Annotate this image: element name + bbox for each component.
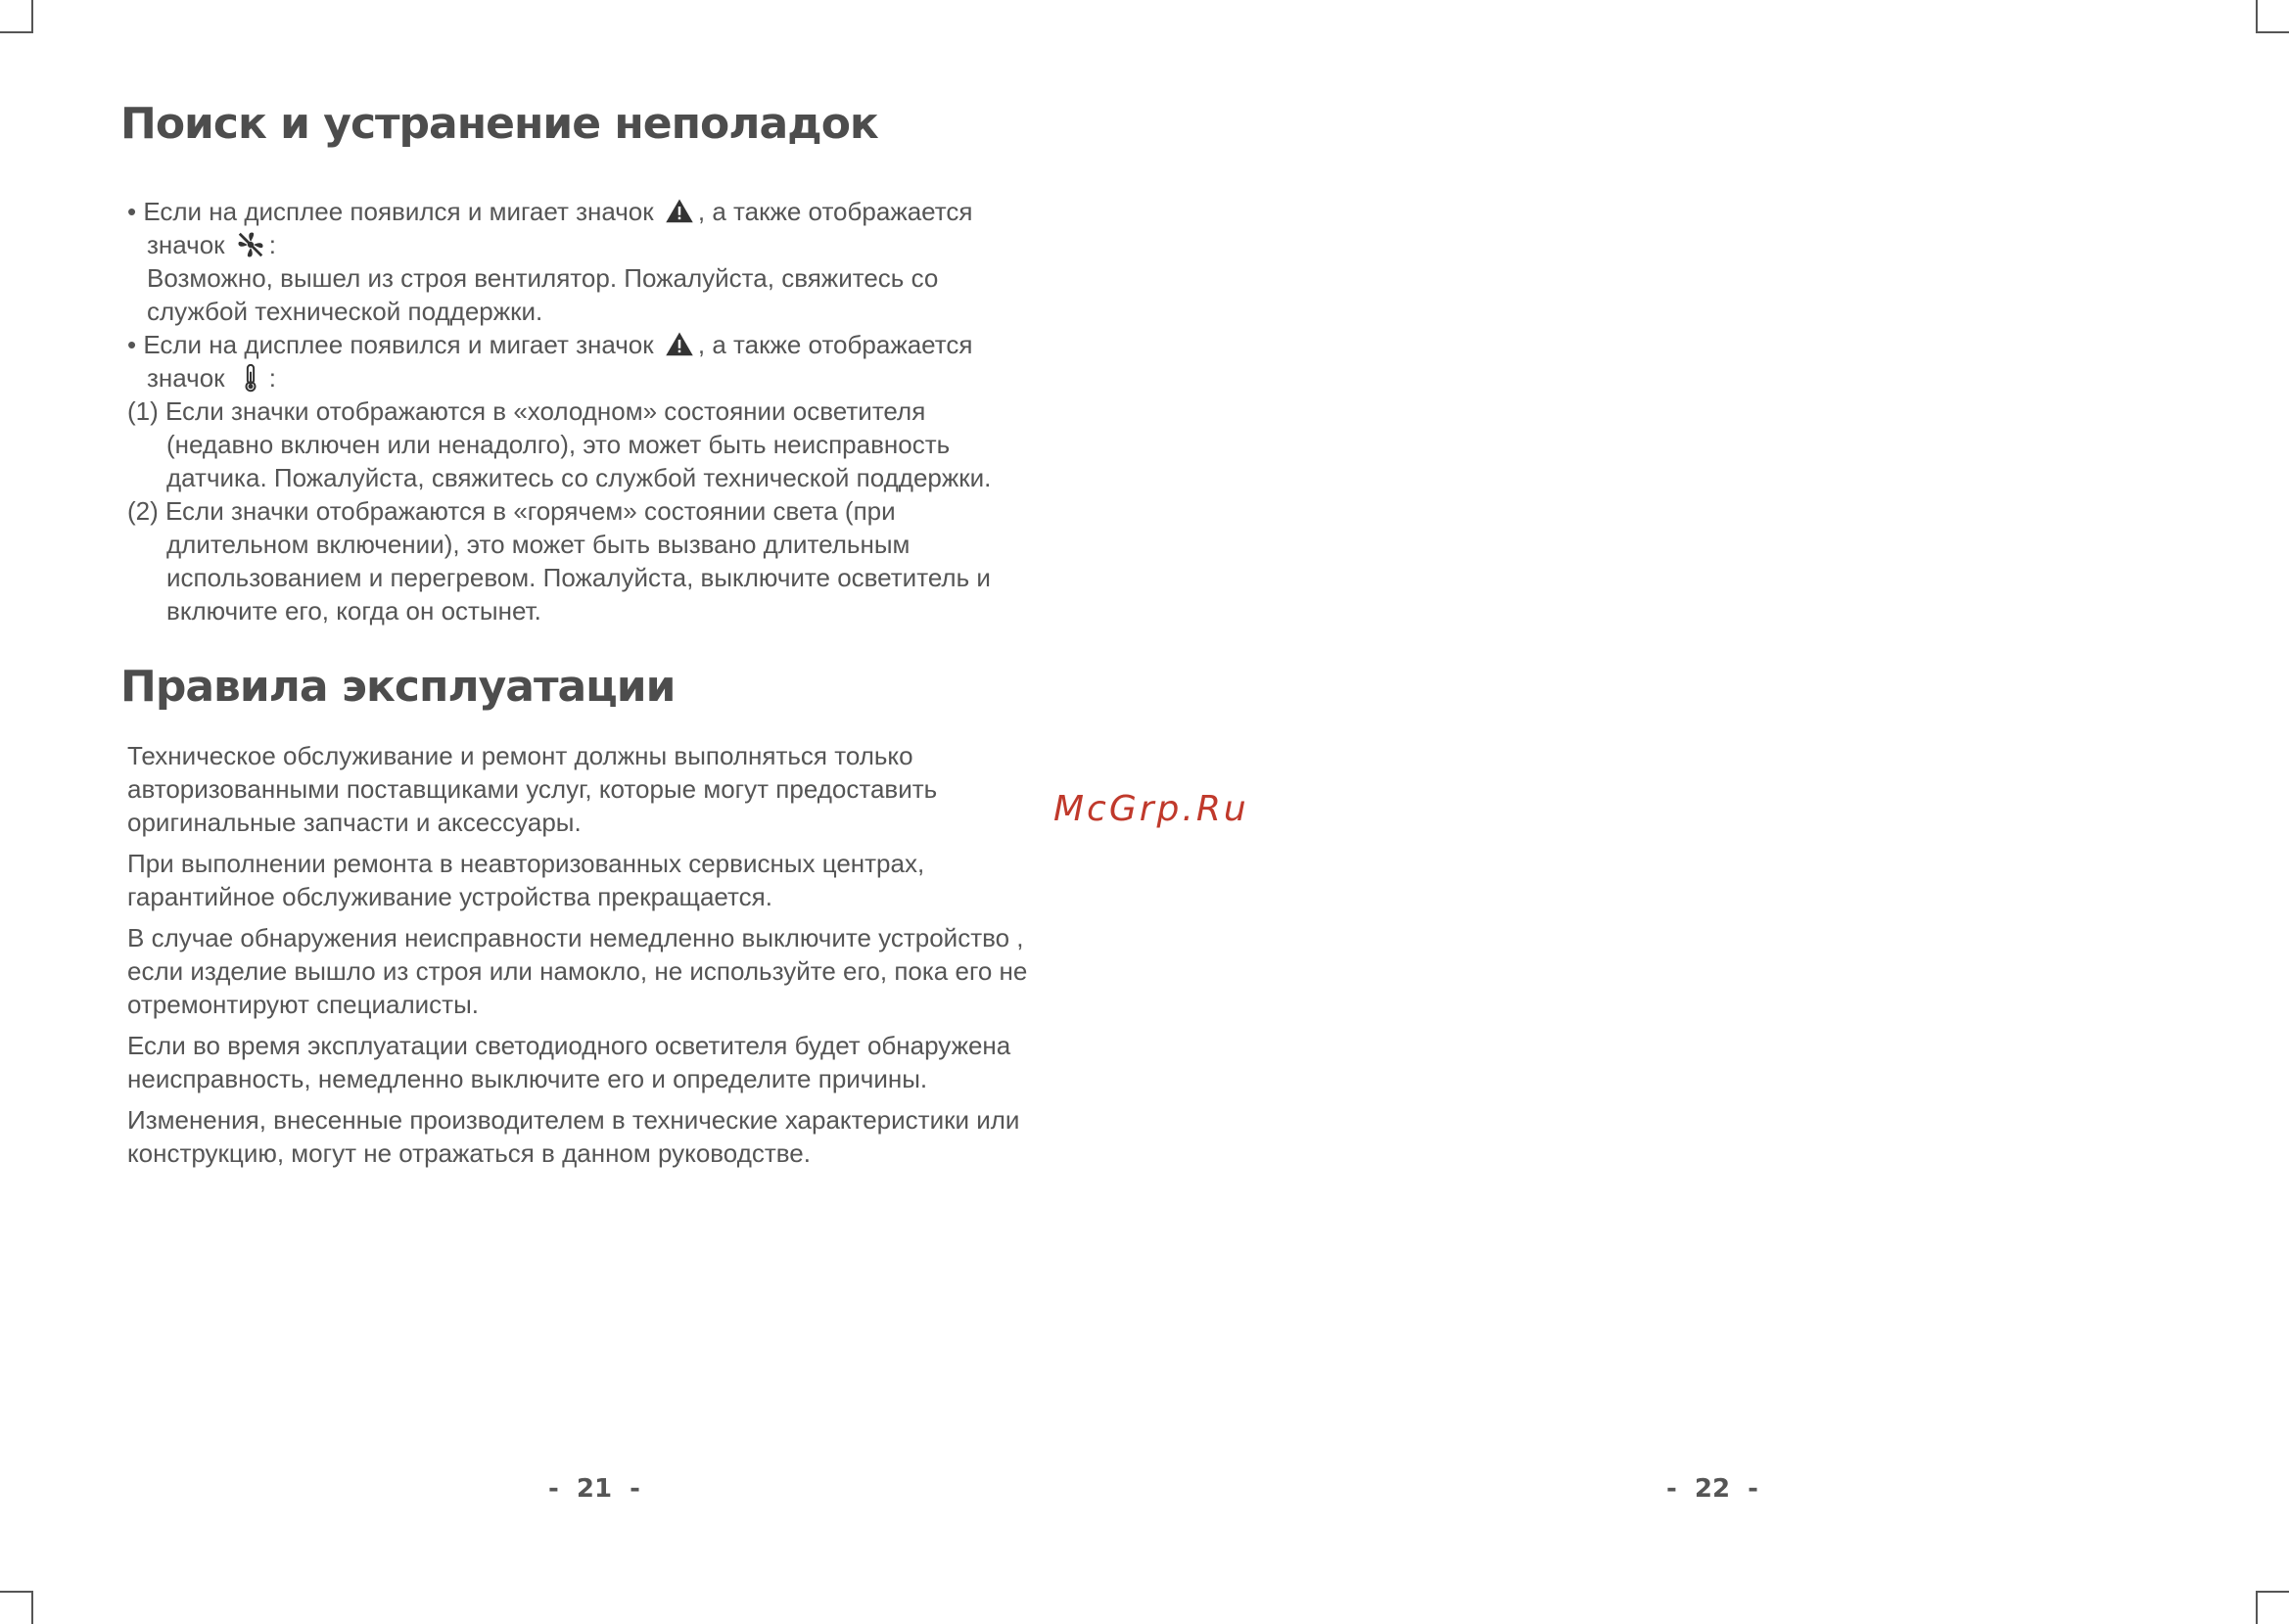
list-item: (2) Если значки отображаются в «горячем» состоянии света (при bbox=[127, 496, 896, 526]
crop-mark-top-left bbox=[0, 0, 33, 33]
fan-fault-icon bbox=[236, 230, 265, 259]
rules-title: Правила эксплуатации bbox=[120, 662, 676, 712]
paragraph: Если во время эксплуатации светодиодного осветителя будет обнаружена неисправность, немедленно выключите его и определите причины. bbox=[127, 1031, 1011, 1093]
paragraph: В случае обнаружения неисправности немедленно выключите устройство , если изделие вышло из строя или намокло, не используйте его, пока его не отремонтируют специалисты. bbox=[127, 923, 1028, 1019]
paragraph: Техническое обслуживание и ремонт должны выполняться только авторизованными поставщиками услуг, которые могут предоставить оригинальные запчасти и аксессуары. bbox=[127, 741, 938, 837]
troubleshooting-title: Поиск и устранение неполадок bbox=[120, 99, 878, 149]
thermometer-icon bbox=[236, 363, 265, 393]
page-number-left: - 21 - bbox=[548, 1474, 640, 1504]
troubleshooting-list: • Если на дисплее появился и мигает значок , а также отображается значок : Возможно, вышел из строя вентилятор. Пожалуйста, свяжитесь со службой технической поддержки. • Если на дисплее появился и мигает значок , а также отображается значок : (1) Если значки отображаются в «холодном» состоянии осветителя (недавно включен или ненадолго), это может быть неисправность датчика. Пожалуйста, свяжитесь со службой технической поддержки. (2) Если значки отображаются в «горячем» состоянии света (при длительном включении), это может быть вызвано длительным использованием и перегревом. Пожалуйста, выключите осветитель и включите его, когда он остынет. bbox=[127, 195, 1067, 627]
warning-icon bbox=[665, 197, 694, 226]
rules-body bbox=[127, 739, 1067, 1178]
page-number-right: - 22 - bbox=[1666, 1474, 1758, 1504]
list-item: • Если на дисплее появился и мигает значок , а также отображается bbox=[127, 330, 973, 359]
list-item: (1) Если значки отображаются в «холодном» состоянии осветителя bbox=[127, 396, 926, 426]
crop-mark-bottom-right bbox=[2256, 1591, 2289, 1624]
crop-mark-top-right bbox=[2256, 0, 2289, 33]
watermark: McGrp.Ru bbox=[1053, 789, 1249, 829]
crop-mark-bottom-left bbox=[0, 1591, 33, 1624]
paragraph: Изменения, внесенные производителем в технические характеристики или конструкцию, могут не отражаться в данном руководстве. bbox=[127, 1105, 1020, 1168]
list-item: • Если на дисплее появился и мигает значок , а также отображается bbox=[127, 197, 973, 226]
left-page bbox=[120, 93, 1060, 1168]
warning-icon bbox=[665, 330, 694, 359]
paragraph: При выполнении ремонта в неавторизованных сервисных центрах, гарантийное обслуживание устройства прекращается. bbox=[127, 849, 925, 911]
